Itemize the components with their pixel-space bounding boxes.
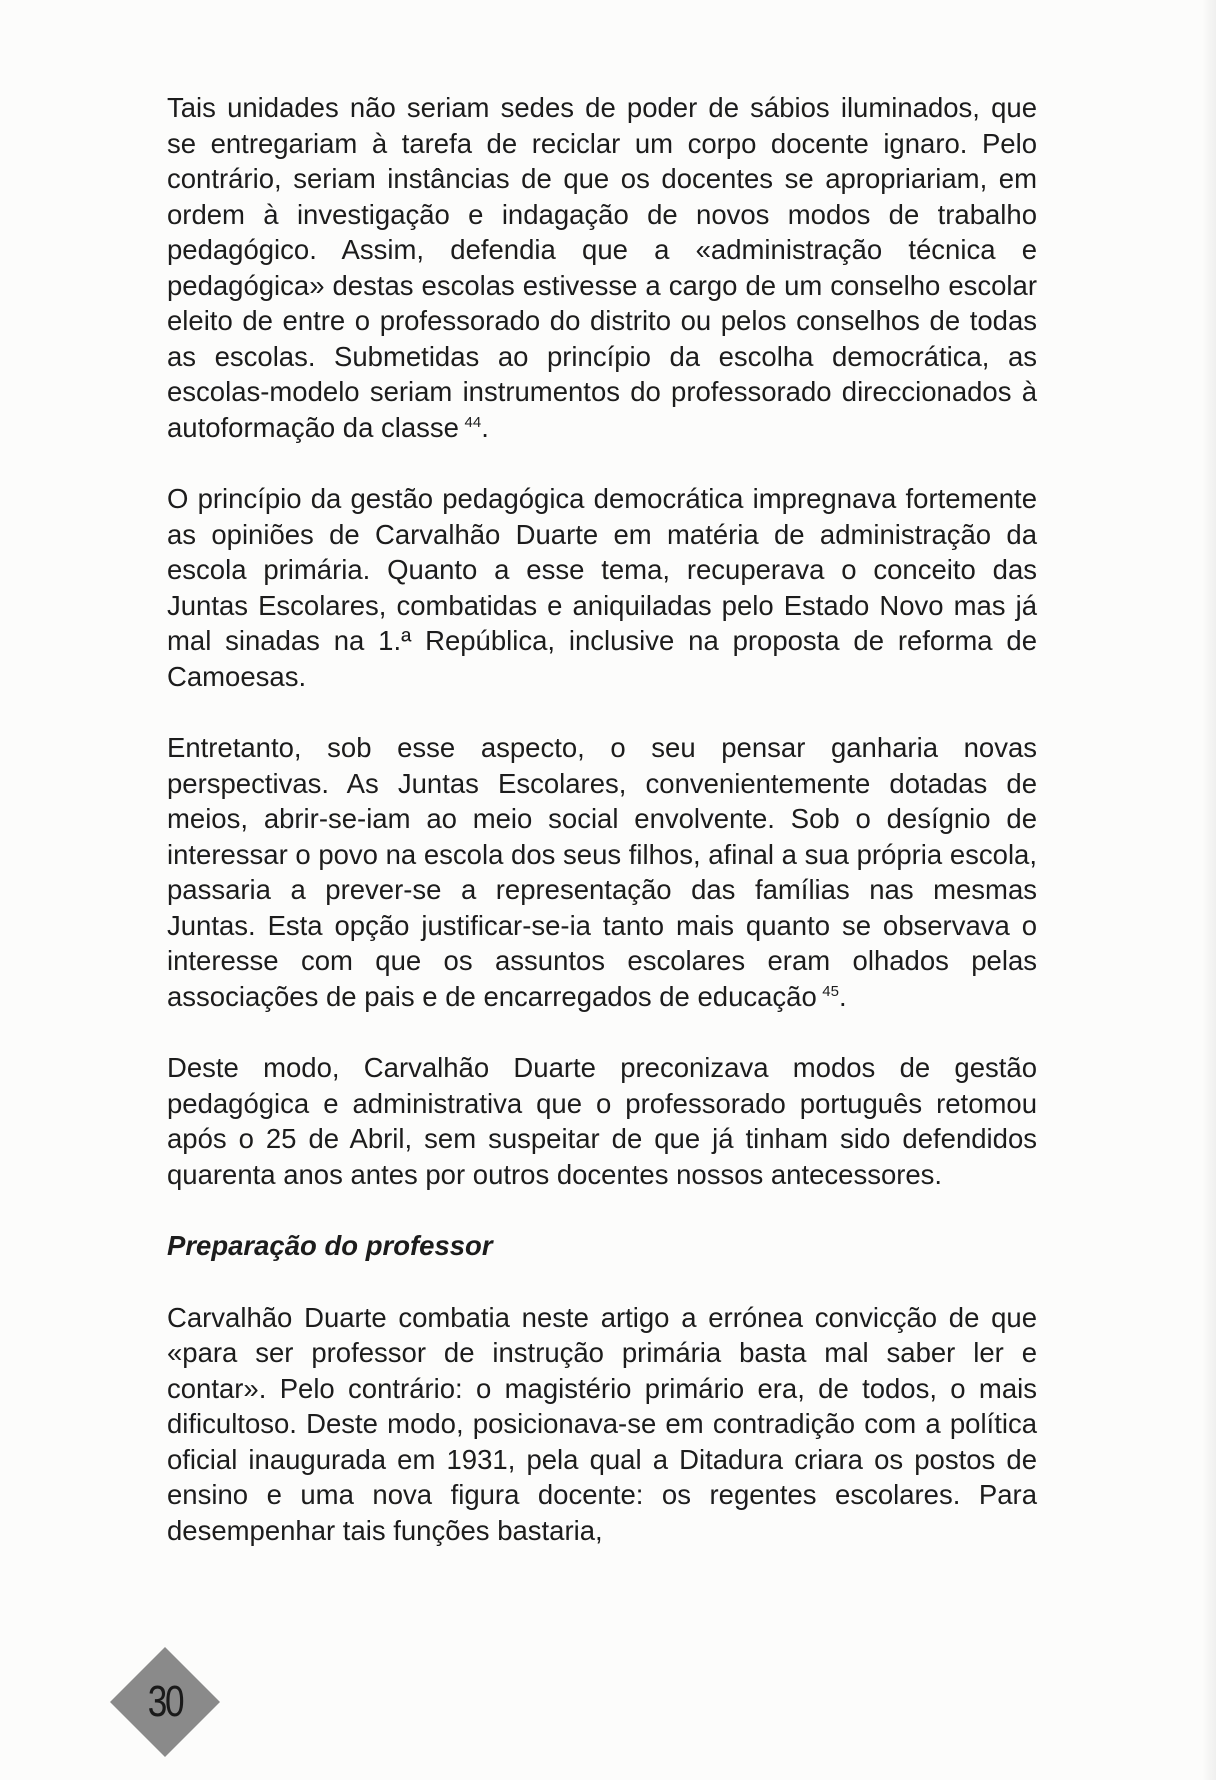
paragraph-1-text: Tais unidades não seriam sedes de poder de sábios iluminados, que se entregariam à tarefa de reciclar um corpo docente ignaro. Pelo contrário, seriam instâncias de que os docentes se apropriariam, em ordem à investigação e indagação de novos modos de trabalho pedagógico. Assim, defendia que a «administração técnica e pedagógica» destas escolas estivesse a cargo de um conselho escolar eleito de entre o professorado do distrito ou pelos conselhos de todas as escolas. Submetidas ao princípio da escolha democrática, as escolas-modelo seriam instrumentos do professorado direccionados à autoformação da classe <box>167 92 1037 443</box>
paragraph-1 <box>167 90 1037 445</box>
paragraph-5: Carvalhão Duarte combatia neste artigo a errónea convicção de que «para ser professor de instrução primária basta mal saber ler e contar». Pelo contrário: o magistério primário era, de todos, o mais dificultoso. Deste modo, posicionava-se em contradição com a política oficial inaugurada em 1931, pela qual a Ditadura criara os postos de ensino e uma nova figura docente: os regentes escolares. Para desempenhar tais funções bastaria, <box>167 1301 1037 1546</box>
paragraph-3-end: . <box>838 980 847 1012</box>
paragraph-4: Deste modo, Carvalhão Duarte preconizava modos de gestão pedagógica e administrativa que o professorado português retomou após o 25 de Abril, sem suspeitar de que já tinham sido defendidos quarenta anos antes por outros docentes nossos antecessores. <box>167 1052 1037 1190</box>
page-edge-shadow <box>1202 0 1216 1780</box>
section-heading: Preparação do professor <box>167 1230 493 1261</box>
paragraph-1-end: . <box>481 411 489 443</box>
paragraph-3-text: Entretanto, sob esse aspecto, o seu pensar ganharia novas perspectivas. As Juntas Escolares, convenientemente dotadas de meios, abrir-se-iam ao meio social envolvente. Sob o desígnio de interessar o povo na escola dos seus filhos, afinal a sua própria escola, passaria a prever-se a representação das famílias nas mesmas Juntas. Esta opção justificar-se-ia tanto mais quanto se observava o interesse com que os assuntos escolares eram olhados pelas associações de pais e de encarregados de educação <box>167 732 1037 1012</box>
page-number-badge <box>108 1645 222 1759</box>
page-number: 30 <box>147 1677 183 1726</box>
paragraph-2: O princípio da gestão pedagógica democrática impregnava fortemente as opiniões de Carvalhão Duarte em matéria de administração da escola primária. Quanto a esse tema, recuperava o conceito das Juntas Escolares, combatidas e aniquiladas pelo Estado Novo mas já mal sinadas na 1.ª República, inclusive na proposta de reforma de Camoesas. <box>167 483 1037 692</box>
footnote-ref-44: 44 <box>464 413 482 431</box>
body-text <box>167 90 1037 1584</box>
paragraph-3 <box>167 730 1037 1014</box>
footnote-ref-45: 45 <box>822 982 839 1000</box>
